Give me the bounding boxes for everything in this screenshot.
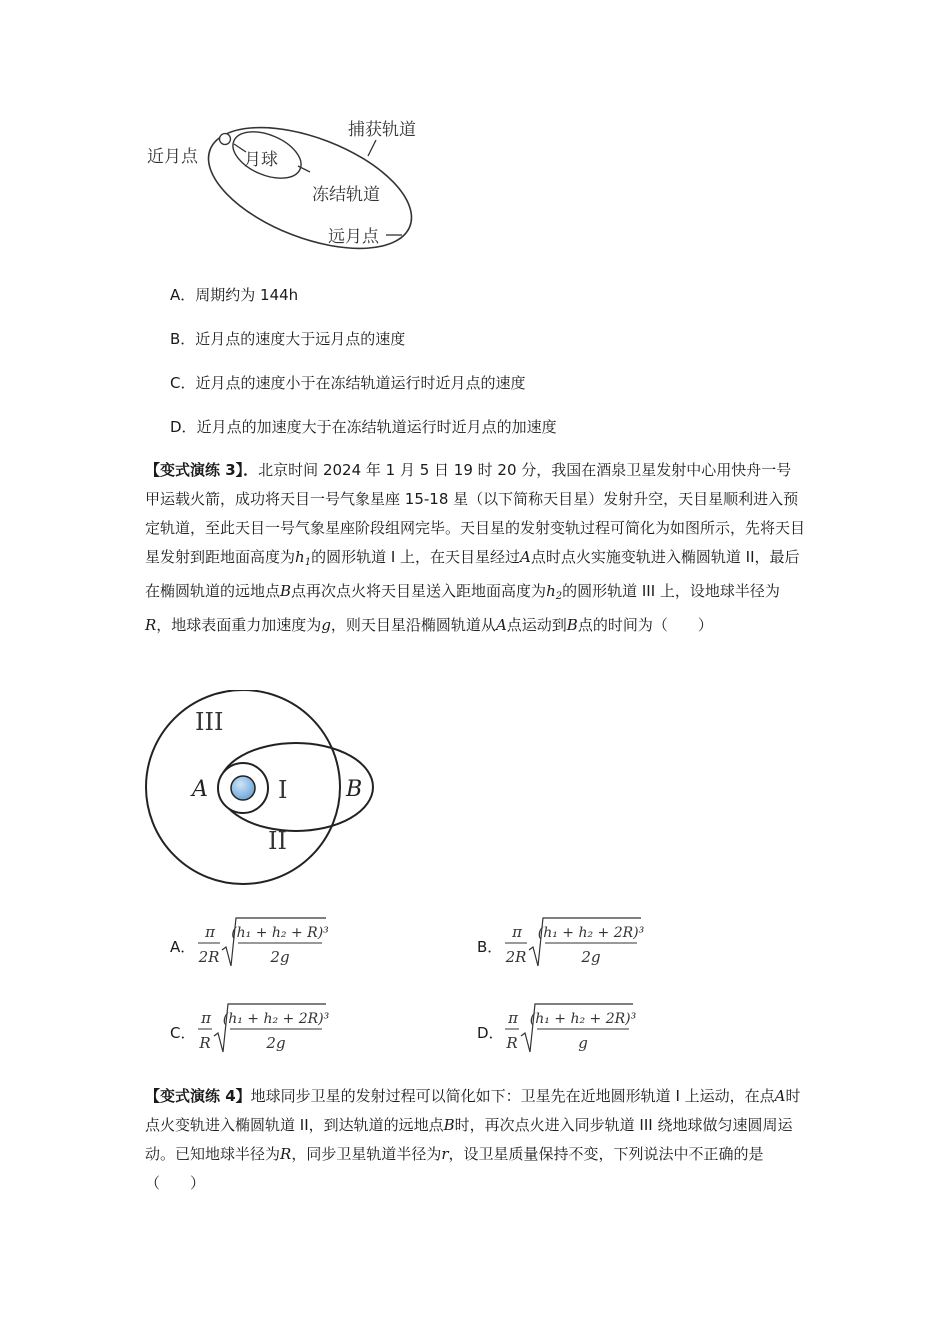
option-letter: B． [170, 330, 196, 348]
frozen-orbit-label: 冻结轨道 [312, 185, 380, 205]
q4-question-text: 【变式演练 4】地球同步卫星的发射过程可以简化如下：卫星先在近地圆形轨道 I 上运动，在点A时点火变轨进入椭圆轨道 II，到达轨道的远地点B时，再次点火进入同步轨道 III 绕地球做匀速圆周运动。已知地球半径为R，同步卫星轨道半径为r，设卫星质量保持不变，下列说法中不正确的是（ ） [145, 1087, 801, 1192]
q3-option-b[interactable] [477, 914, 677, 974]
orbit-figure-earth [140, 690, 380, 890]
svg-text:g: g [578, 1034, 588, 1052]
q2-option-a[interactable] [170, 284, 298, 306]
option-letter: D． [477, 1024, 504, 1042]
q3-option-a[interactable] [170, 914, 370, 974]
orbit-figure-moon [140, 110, 440, 260]
svg-text:2g: 2g [581, 948, 601, 966]
svg-text:(h₁ + h₂ + 2R)³: (h₁ + h₂ + 2R)³ [222, 1011, 330, 1027]
option-letter: D． [170, 418, 197, 436]
q4-tag: 【变式演练 4】 [145, 1087, 251, 1105]
svg-text:2g: 2g [266, 1034, 286, 1052]
q2-option-c[interactable] [170, 372, 526, 394]
svg-text:(h₁ + h₂ + 2R)³: (h₁ + h₂ + 2R)³ [537, 925, 645, 941]
svg-text:π: π [512, 923, 522, 941]
option-letter: C． [170, 1024, 196, 1042]
svg-text:(h₁ + h₂ + 2R)³: (h₁ + h₂ + 2R)³ [529, 1011, 637, 1027]
svg-text:π: π [205, 923, 215, 941]
q2-option-d[interactable] [170, 416, 557, 438]
svg-text:2R: 2R [505, 948, 527, 966]
option-letter: C． [170, 374, 196, 392]
apolune-label: 远月点 [328, 227, 379, 247]
orbit-i-label: I [278, 776, 288, 804]
q3-question-text: 【变式演练 3】．北京时间 2024 年 1 月 5 日 19 时 20 分，我国在酒泉卫星发射中心用快舟一号甲运载火箭，成功将天目一号气象星座 15-18 星（以下简称天目星）发射升空，天目星顺利进入预定轨道，至此天目一号气象星座阶段组网完毕。天目星的发射变轨过程可简化为如图所示，先将天目星发射到距地面高度为$h_1$的圆形轨道 I 上，在天目星经过A点时点火实施变轨进入椭圆轨道 II，最后在椭圆轨道的远地点B点再次点火将天目星送入距地面高度为$h_2$的圆形轨道 III 上，设地球半径为R，地球表面重力加速度为g，则天目星沿椭圆轨道从A点运动到B点的时间为（ ） [145, 461, 806, 634]
svg-text:2g: 2g [270, 948, 290, 966]
point-b-label: B [346, 777, 363, 802]
option-text: 近月点的速度大于远月点的速度 [195, 330, 406, 348]
q3-option-c[interactable] [170, 1000, 370, 1060]
svg-text:π: π [508, 1009, 518, 1027]
option-letter: B． [477, 938, 503, 956]
option-letter: A． [170, 938, 196, 956]
svg-text:(h₁ + h₂ + R)³: (h₁ + h₂ + R)³ [231, 925, 329, 941]
svg-text:2R: 2R [198, 948, 220, 966]
formula-d [505, 1000, 655, 1060]
formula-a [198, 914, 348, 974]
q3-tag: 【变式演练 3】． [145, 461, 259, 479]
moon-circle [220, 134, 231, 145]
point-a-label: A [192, 777, 208, 802]
svg-text:R: R [199, 1034, 211, 1052]
moon-label: 月球 [244, 150, 278, 170]
option-text: 近月点的速度小于在冻结轨道运行时近月点的速度 [195, 374, 526, 392]
orbit-iii-label: III [195, 708, 224, 736]
option-text: 周期约为 144h [195, 286, 299, 304]
option-letter: A． [170, 286, 196, 304]
earth-icon [231, 776, 255, 800]
capture-orbit-label: 捕获轨道 [348, 120, 416, 140]
formula-b [505, 914, 655, 974]
q2-option-b[interactable] [170, 328, 405, 350]
formula-c [198, 1000, 348, 1060]
option-text: 近月点的加速度大于在冻结轨道运行时近月点的加速度 [196, 418, 557, 436]
q3-option-d[interactable] [477, 1000, 677, 1060]
svg-text:π: π [201, 1009, 211, 1027]
orbit-ii-label: II [268, 827, 287, 855]
perilune-label: 近月点 [147, 147, 198, 167]
svg-text:R: R [506, 1034, 518, 1052]
